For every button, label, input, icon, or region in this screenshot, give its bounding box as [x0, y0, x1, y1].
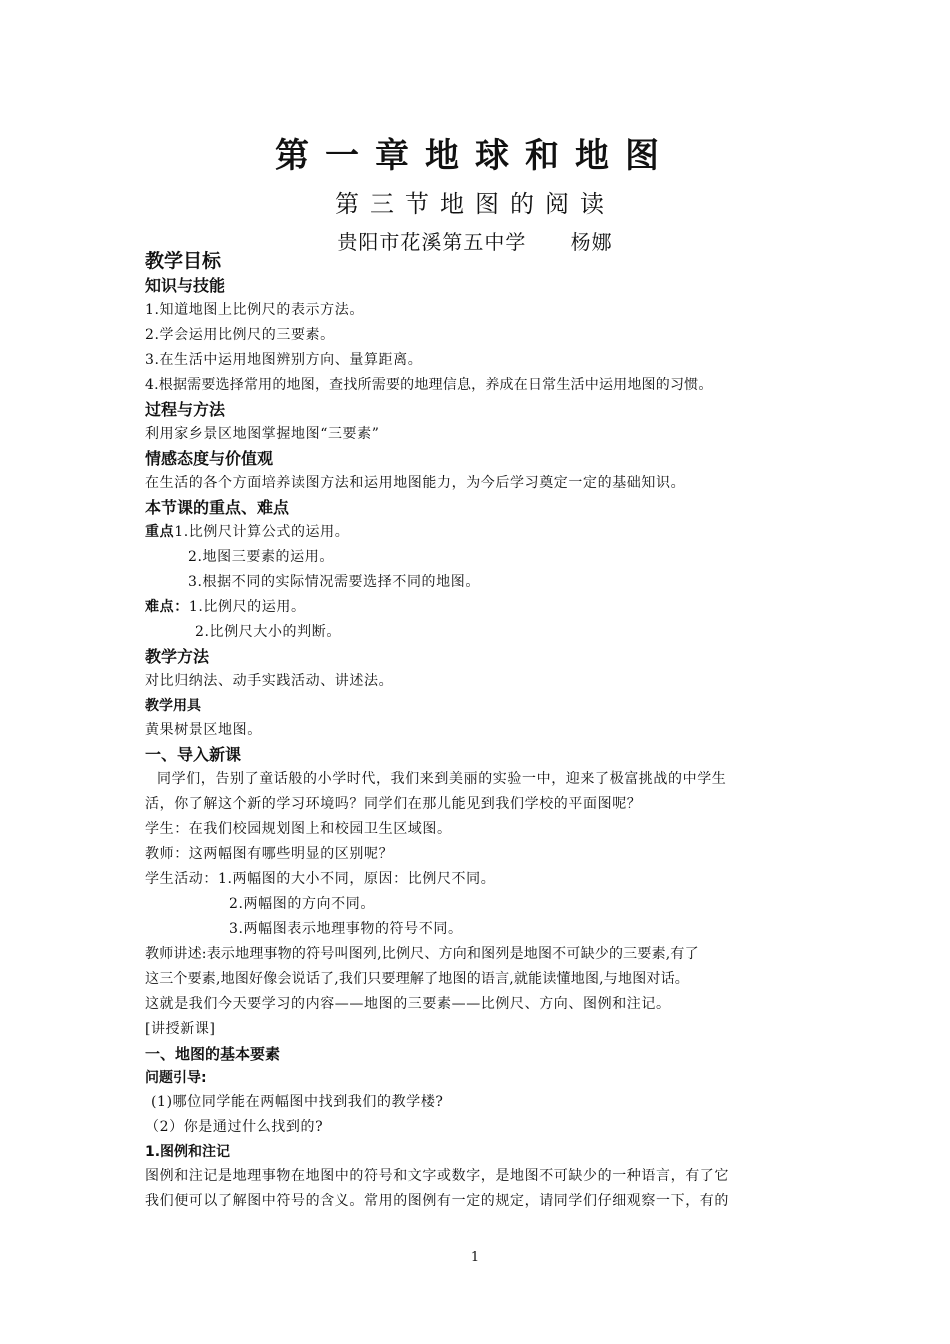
heading-legend: 1.图例和注记: [145, 1144, 231, 1160]
heading-question-guide: 问题引导:: [145, 1070, 207, 1086]
activity-line-3: 3.两幅图表示地理事物的符号不同。: [229, 921, 463, 937]
emotion-text: 在生活的各个方面培养读图方法和运用地图能力，为今后学习奠定一定的基础知识。: [145, 475, 686, 491]
lecture-line-1: 教师讲述:表示地理事物的符号叫图列,比例尺、方向和图列是地图不可缺少的三要素,有了: [145, 946, 699, 962]
activity-line-1: 学生活动：1.两幅图的大小不同，原因：比例尺不同。: [145, 871, 496, 887]
heading-process: 过程与方法: [145, 400, 226, 419]
heading-goals: 教学目标: [145, 250, 222, 272]
question-2: （2）你是通过什么找到的?: [145, 1119, 324, 1135]
knowledge-item-2: 2.学会运用比例尺的三要素。: [145, 327, 335, 343]
student-answer: 学生：在我们校园规划图上和校园卫生区域图。: [145, 821, 452, 837]
knowledge-item-4: 4.根据需要选择常用的地图，查找所需要的地理信息，养成在日常生活中运用地图的习惯。: [145, 377, 713, 393]
chapter-title: 第一章地球和地图: [275, 136, 675, 176]
question-1: (1)哪位同学能在两幅图中找到我们的教学楼?: [151, 1094, 444, 1110]
difficulty-item-2: 2.比例尺大小的判断。: [195, 624, 341, 640]
heading-basic-elements: 一、地图的基本要素: [145, 1045, 281, 1063]
heading-intro: 一、导入新课: [145, 745, 242, 764]
difficulty-label: 难点：: [145, 599, 189, 615]
difficulty-line-1: [145, 595, 815, 620]
page-number: 1: [470, 1250, 480, 1265]
author-line: 贵阳市花溪第五中学 杨娜: [337, 230, 613, 254]
method-text: 对比归纳法、动手实践活动、讲述法。: [145, 673, 394, 689]
lecture-line-2: 这三个要素,地图好像会说话了,我们只要理解了地图的语言,就能读懂地图,与地图对话。: [145, 971, 689, 987]
keypoint-item-2: 2.地图三要素的运用。: [188, 549, 334, 565]
difficulty-item-1: 1.比例尺的运用。: [188, 599, 306, 615]
legend-line-2: 我们便可以了解图中符号的含义。常用的图例有一定的规定，请同学们仔细观察一下，有的: [145, 1193, 729, 1209]
keypoint-line-1: [145, 520, 815, 545]
section-title: 第三节地图的阅读: [335, 190, 615, 218]
heading-knowledge: 知识与技能: [145, 276, 226, 295]
heading-method: 教学方法: [145, 647, 210, 666]
tools-text: 黄果树景区地图。: [145, 722, 262, 738]
document-body: [145, 248, 815, 1214]
keypoint-label: 重点: [145, 524, 175, 540]
intro-line-2: 活，你了解这个新的学习环境吗？同学们在那儿能见到我们学校的平面图呢？: [145, 796, 642, 812]
teacher-question: 教师：这两幅图有哪些明显的区别呢？: [145, 846, 394, 862]
process-text: 利用家乡景区地图掌握地图“三要素”: [145, 426, 380, 442]
keypoint-item-1: 1.比例尺计算公式的运用。: [174, 524, 350, 540]
activity-line-2: 2.两幅图的方向不同。: [229, 896, 375, 912]
heading-tools: 教学用具: [145, 698, 201, 714]
keypoint-item-3: 3.根据不同的实际情况需要选择不同的地图。: [188, 574, 480, 590]
heading-keypoints: 本节课的重点、难点: [145, 498, 290, 517]
lecture-line-3: 这就是我们今天要学习的内容——地图的三要素——比例尺、方向、图例和注记。: [145, 996, 671, 1012]
heading-emotion: 情感态度与价值观: [145, 449, 274, 468]
new-lesson-label: [讲授新课]: [145, 1021, 216, 1037]
knowledge-item-1: 1.知道地图上比例尺的表示方法。: [145, 302, 364, 318]
legend-line-1: 图例和注记是地理事物在地图中的符号和文字或数字，是地图不可缺少的一种语言，有了它: [145, 1168, 729, 1184]
knowledge-item-3: 3.在生活中运用地图辨别方向、量算距离。: [145, 352, 423, 368]
intro-line-1: 同学们，告别了童话般的小学时代，我们来到美丽的实验一中，迎来了极富挑战的中学生: [157, 771, 727, 787]
